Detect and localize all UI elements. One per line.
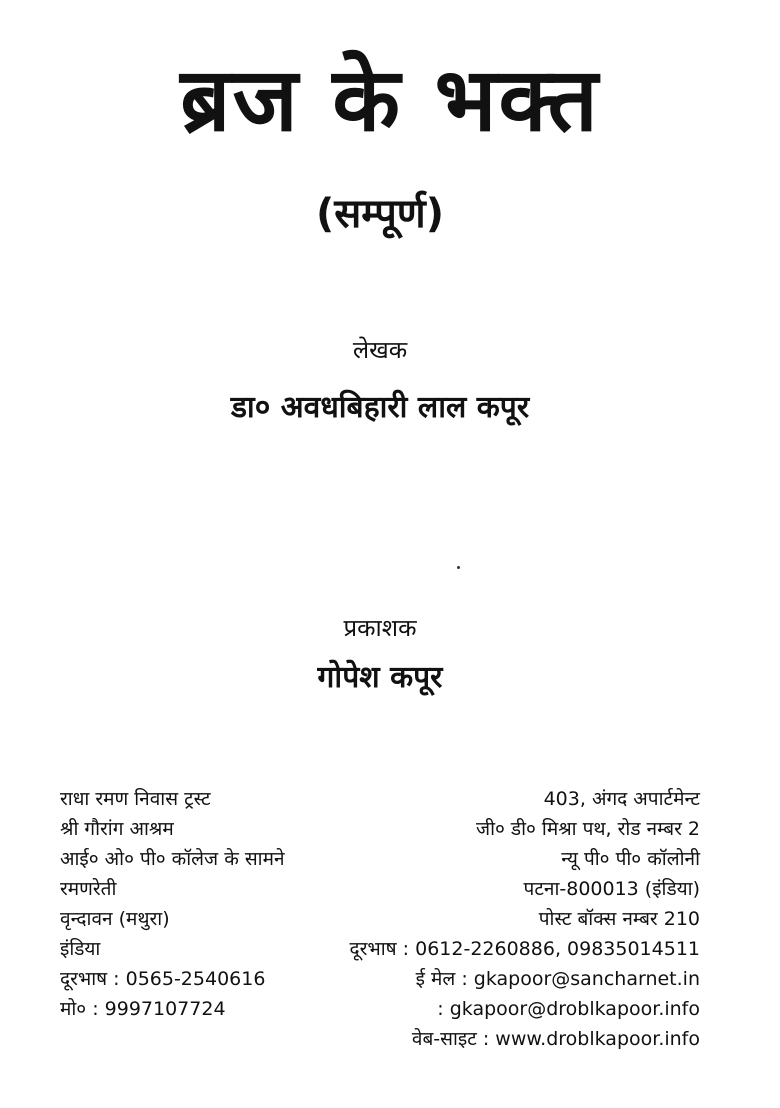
author-name: डा० अवधबिहारी लाल कपूर [230, 390, 530, 425]
author-label: लेखक [352, 336, 408, 364]
address-line: जी० डी० मिश्रा पथ, रोड नम्बर 2 [475, 818, 700, 840]
book-title: ब्रज के भक्त [180, 48, 600, 151]
email-line: : gkapoor@droblkapoor.info [437, 998, 700, 1020]
phone-line: दूरभाष : 0612-2260886, 09835014511 [349, 938, 700, 960]
website-line: वेब-साइट : www.droblkapoor.info [411, 1028, 700, 1050]
address-block-patna [300, 784, 700, 1054]
address-line: 403, अंगद अपार्टमेन्ट [543, 788, 700, 810]
address-line: पोस्ट बॉक्स नम्बर 210 [538, 908, 700, 930]
phone-line: दूरभाष : 0565-2540616 [60, 968, 266, 990]
print-speck [457, 566, 460, 569]
mobile-line: मो० : 9997107724 [60, 998, 226, 1020]
publisher-label: प्रकाशक [343, 614, 417, 642]
address-line: श्री गौरांग आश्रम [60, 818, 174, 840]
address-line: रमणरेती [60, 878, 117, 900]
address-line: आई० ओ० पी० कॉलेज के सामने [60, 848, 285, 870]
address-line: न्यू पी० पी० कॉलोनी [561, 848, 700, 870]
email-line: ई मेल : gkapoor@sancharnet.in [415, 968, 700, 990]
address-line: राधा रमण निवास ट्रस्ट [60, 788, 211, 810]
address-line: वृन्दावन (मथुरा) [60, 908, 170, 930]
address-line: इंडिया [60, 938, 101, 960]
book-subtitle: (सम्पूर्ण) [315, 191, 444, 237]
publisher-name: गोपेश कपूर [317, 660, 443, 695]
address-line: पटना-800013 (इंडिया) [523, 878, 700, 900]
